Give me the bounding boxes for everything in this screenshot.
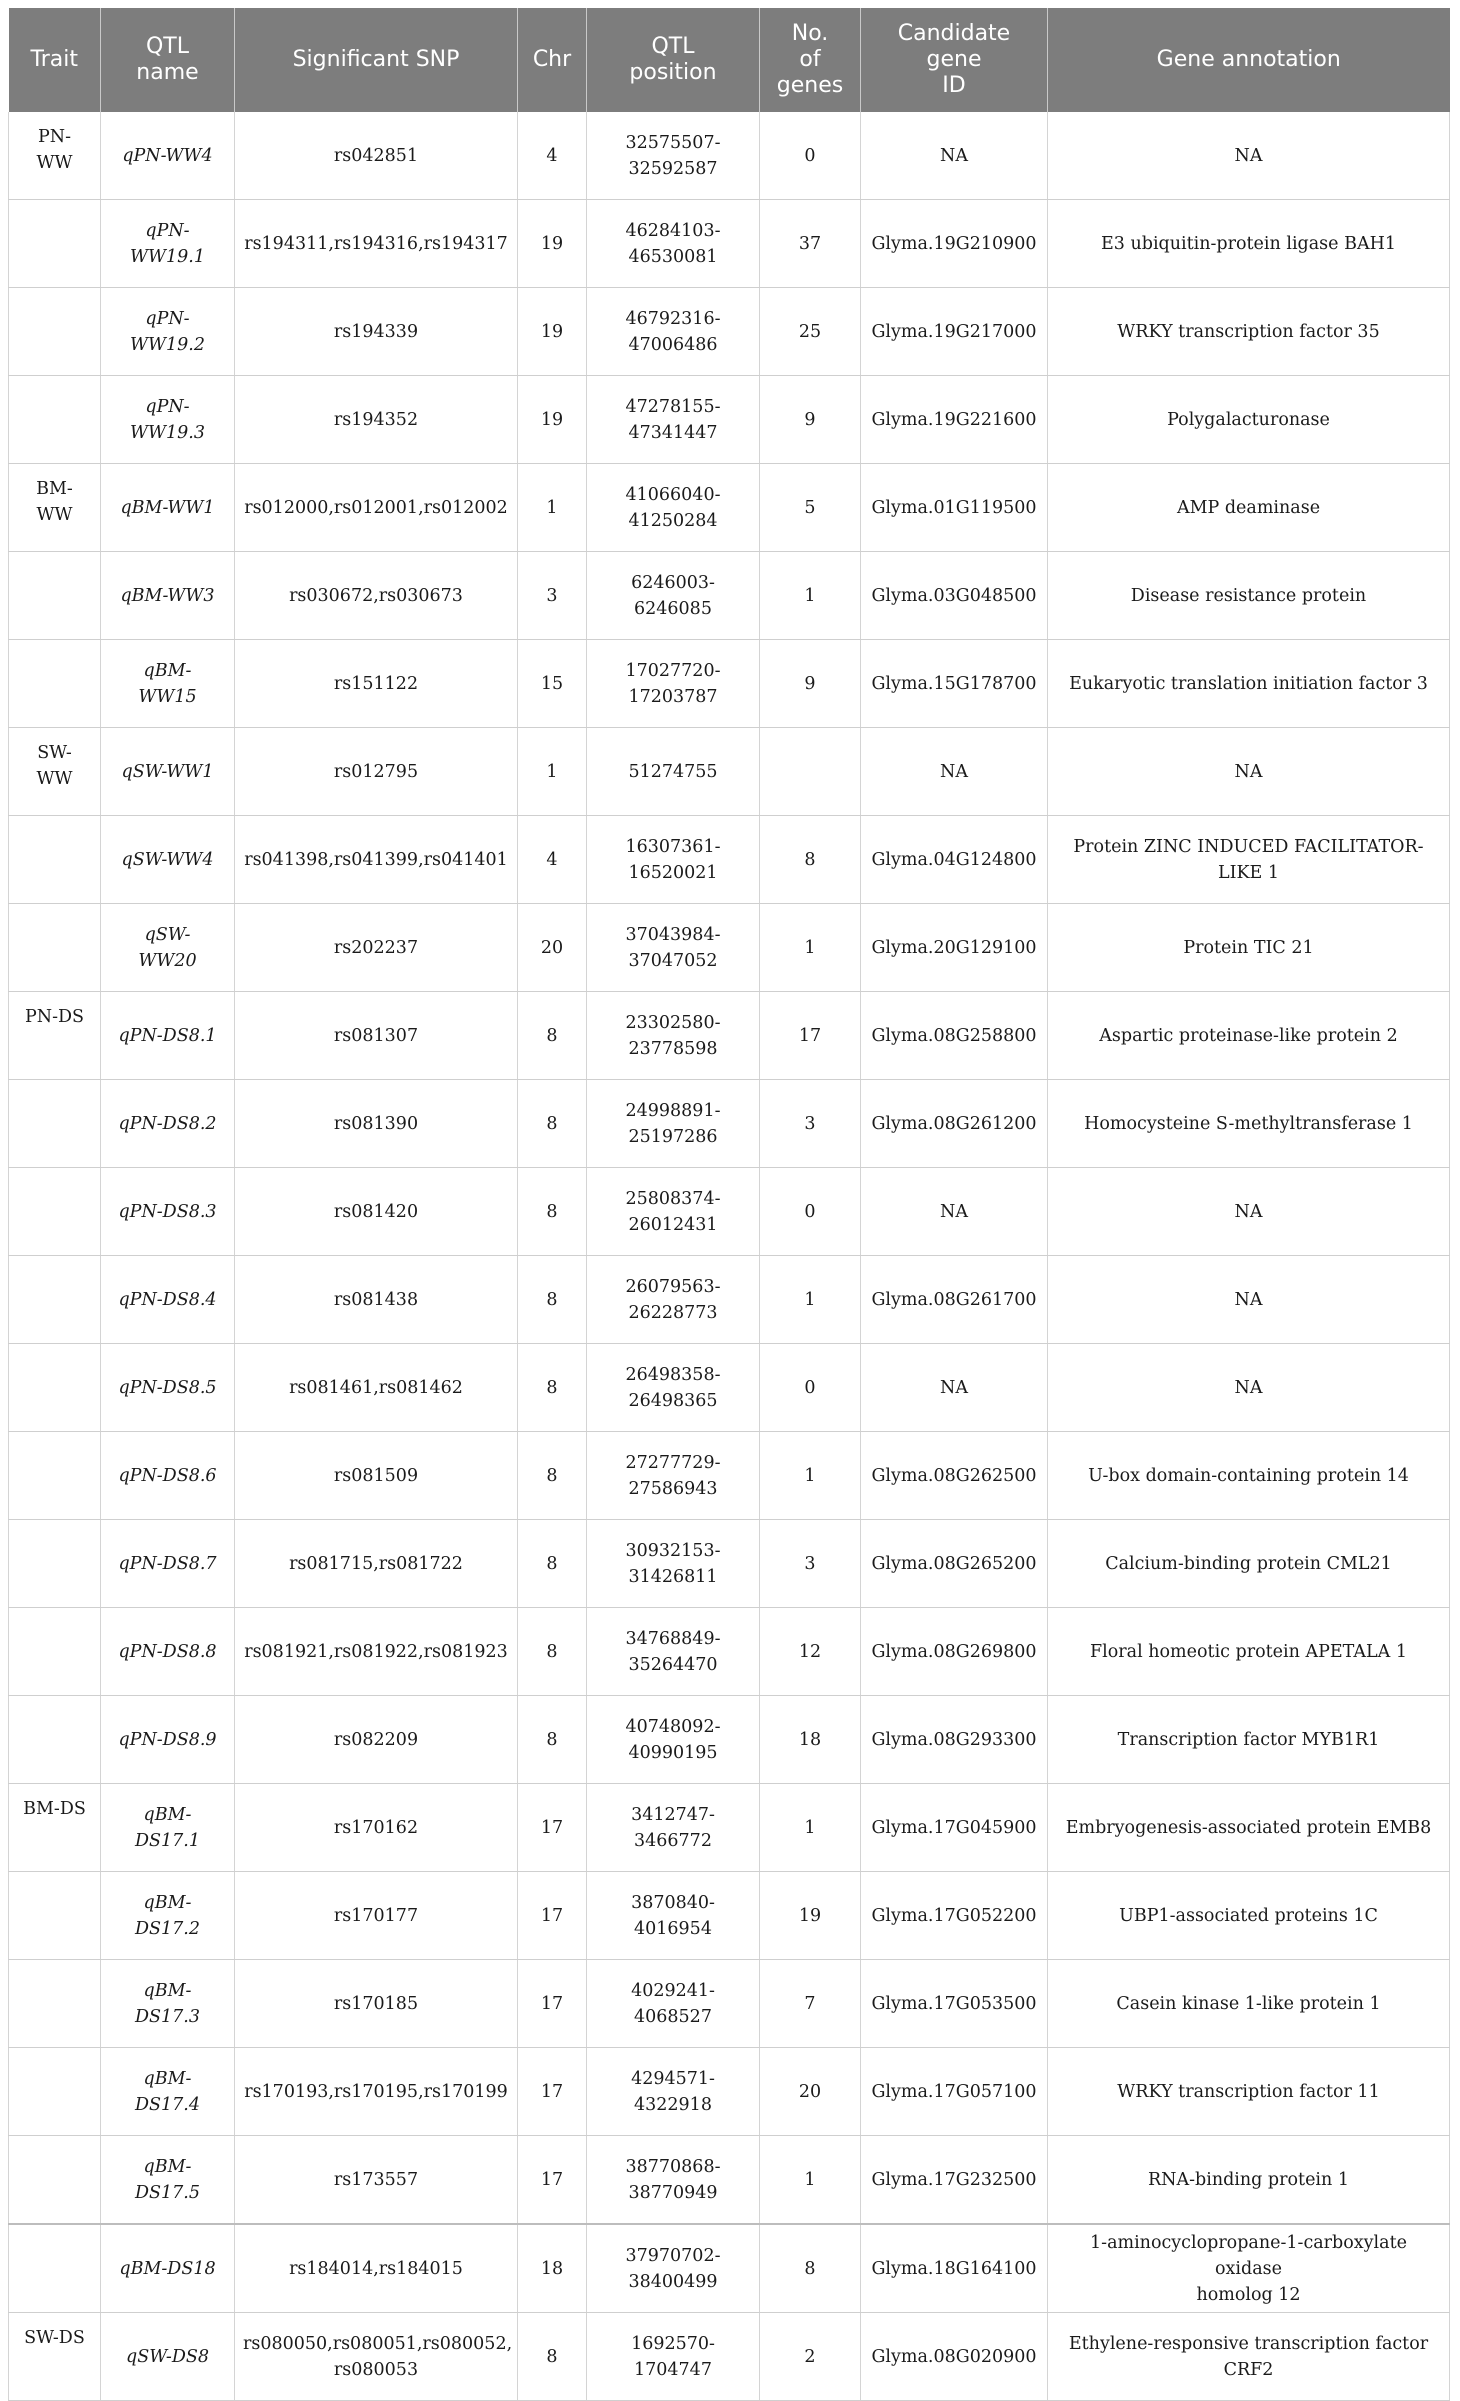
table-row — [9, 2313, 1450, 2401]
candidate-gene-id-cell: Glyma.04G124800 — [861, 816, 1048, 904]
trait-cell — [9, 376, 101, 464]
significant-snp-cell: rs173557 — [235, 2136, 518, 2225]
no-of-genes-cell: 19 — [760, 1872, 861, 1960]
qtl-name-cell: qPN-DS8.6 — [101, 1432, 235, 1520]
trait-cell — [9, 200, 101, 288]
candidate-gene-id-cell: Glyma.08G258800 — [861, 992, 1048, 1080]
table-row — [9, 1256, 1450, 1344]
chr-cell: 8 — [518, 1168, 587, 1256]
significant-snp-cell: rs194352 — [235, 376, 518, 464]
candidate-gene-id-cell: Glyma.17G052200 — [861, 1872, 1048, 1960]
table-row — [9, 552, 1450, 640]
qtl-position-cell: 25808374- 26012431 — [587, 1168, 760, 1256]
qtl-name-cell: qBM- DS17.3 — [101, 1960, 235, 2048]
gene-annotation-cell: Disease resistance protein — [1048, 552, 1450, 640]
gene-annotation-cell: Aspartic proteinase-like protein 2 — [1048, 992, 1450, 1080]
no-of-genes-cell: 37 — [760, 200, 861, 288]
header-candidate-gene-id: Candidate gene ID — [861, 8, 1048, 112]
qtl-position-cell: 4029241- 4068527 — [587, 1960, 760, 2048]
no-of-genes-cell: 1 — [760, 1432, 861, 1520]
significant-snp-cell: rs081307 — [235, 992, 518, 1080]
significant-snp-cell: rs194339 — [235, 288, 518, 376]
no-of-genes-cell: 8 — [760, 2224, 861, 2313]
trait-cell — [9, 1520, 101, 1608]
gene-annotation-cell: NA — [1048, 728, 1450, 816]
significant-snp-cell: rs081509 — [235, 1432, 518, 1520]
chr-cell: 8 — [518, 1696, 587, 1784]
table-row — [9, 640, 1450, 728]
qtl-position-cell: 38770868- 38770949 — [587, 2136, 760, 2225]
qtl-position-cell: 46284103- 46530081 — [587, 200, 760, 288]
table-row — [9, 1872, 1450, 1960]
qtl-name-cell: qSW-DS8 — [101, 2313, 235, 2401]
qtl-position-cell: 37970702- 38400499 — [587, 2224, 760, 2313]
candidate-gene-id-cell: Glyma.08G265200 — [861, 1520, 1048, 1608]
chr-cell: 1 — [518, 464, 587, 552]
qtl-name-cell: qBM-DS18 — [101, 2224, 235, 2313]
qtl-name-cell: qPN-DS8.3 — [101, 1168, 235, 1256]
no-of-genes-cell: 12 — [760, 1608, 861, 1696]
table-row — [9, 728, 1450, 816]
significant-snp-cell: rs080050,rs080051,rs080052, rs080053 — [235, 2313, 518, 2401]
no-of-genes-cell: 2 — [760, 2313, 861, 2401]
candidate-gene-id-cell: Glyma.15G178700 — [861, 640, 1048, 728]
gene-annotation-cell: NA — [1048, 1256, 1450, 1344]
qtl-position-cell: 16307361- 16520021 — [587, 816, 760, 904]
candidate-gene-id-cell: Glyma.17G057100 — [861, 2048, 1048, 2136]
gene-annotation-cell: E3 ubiquitin-protein ligase BAH1 — [1048, 200, 1450, 288]
table-row — [9, 2048, 1450, 2136]
no-of-genes-cell: 7 — [760, 1960, 861, 2048]
table-row — [9, 1168, 1450, 1256]
chr-cell: 8 — [518, 1344, 587, 1432]
candidate-gene-id-cell: Glyma.18G164100 — [861, 2224, 1048, 2313]
candidate-gene-id-cell: NA — [861, 112, 1048, 200]
qtl-position-cell: 46792316- 47006486 — [587, 288, 760, 376]
chr-cell: 17 — [518, 2136, 587, 2225]
table-row — [9, 200, 1450, 288]
candidate-gene-id-cell: Glyma.08G020900 — [861, 2313, 1048, 2401]
gene-annotation-cell: 1-aminocyclopropane-1-carboxylate oxidase homolog 12 — [1048, 2224, 1450, 2313]
significant-snp-cell: rs012000,rs012001,rs012002 — [235, 464, 518, 552]
header-gene-annotation: Gene annotation — [1048, 8, 1450, 112]
chr-cell: 8 — [518, 1080, 587, 1168]
qtl-position-cell: 17027720- 17203787 — [587, 640, 760, 728]
chr-cell: 8 — [518, 1608, 587, 1696]
significant-snp-cell: rs042851 — [235, 112, 518, 200]
header-row — [9, 8, 1450, 112]
no-of-genes-cell: 1 — [760, 904, 861, 992]
chr-cell: 4 — [518, 816, 587, 904]
chr-cell: 20 — [518, 904, 587, 992]
significant-snp-cell: rs202237 — [235, 904, 518, 992]
qtl-position-cell: 6246003- 6246085 — [587, 552, 760, 640]
candidate-gene-id-cell: Glyma.17G232500 — [861, 2136, 1048, 2225]
chr-cell: 19 — [518, 200, 587, 288]
significant-snp-cell: rs151122 — [235, 640, 518, 728]
qtl-position-cell: 47278155- 47341447 — [587, 376, 760, 464]
header-qtl-position: QTL position — [587, 8, 760, 112]
table-row — [9, 1080, 1450, 1168]
table-row — [9, 1432, 1450, 1520]
qtl-table — [8, 8, 1450, 2401]
qtl-table-container — [8, 8, 1449, 2401]
chr-cell: 8 — [518, 2313, 587, 2401]
qtl-name-cell: qBM-WW3 — [101, 552, 235, 640]
gene-annotation-cell: AMP deaminase — [1048, 464, 1450, 552]
gene-annotation-cell: Eukaryotic translation initiation factor 3 — [1048, 640, 1450, 728]
table-row — [9, 2136, 1450, 2225]
candidate-gene-id-cell: Glyma.19G221600 — [861, 376, 1048, 464]
trait-cell — [9, 1872, 101, 1960]
trait-cell — [9, 2136, 101, 2225]
qtl-name-cell: qBM-WW1 — [101, 464, 235, 552]
candidate-gene-id-cell: NA — [861, 1168, 1048, 1256]
chr-cell: 1 — [518, 728, 587, 816]
candidate-gene-id-cell: Glyma.17G053500 — [861, 1960, 1048, 2048]
candidate-gene-id-cell: Glyma.08G261200 — [861, 1080, 1048, 1168]
table-header — [9, 8, 1450, 112]
header-no-of-genes: No. of genes — [760, 8, 861, 112]
trait-cell: BM-DS — [9, 1784, 101, 1872]
qtl-name-cell: qPN-DS8.2 — [101, 1080, 235, 1168]
qtl-position-cell: 51274755 — [587, 728, 760, 816]
table-row — [9, 376, 1450, 464]
trait-cell — [9, 1168, 101, 1256]
no-of-genes-cell: 1 — [760, 552, 861, 640]
qtl-name-cell: qPN- WW19.1 — [101, 200, 235, 288]
candidate-gene-id-cell: Glyma.17G045900 — [861, 1784, 1048, 1872]
gene-annotation-cell: NA — [1048, 112, 1450, 200]
qtl-name-cell: qPN-DS8.7 — [101, 1520, 235, 1608]
table-row — [9, 1960, 1450, 2048]
table-body — [9, 112, 1450, 2401]
qtl-position-cell: 34768849- 35264470 — [587, 1608, 760, 1696]
chr-cell: 17 — [518, 1872, 587, 1960]
table-row — [9, 1608, 1450, 1696]
qtl-position-cell: 1692570- 1704747 — [587, 2313, 760, 2401]
candidate-gene-id-cell: Glyma.19G210900 — [861, 200, 1048, 288]
gene-annotation-cell: Calcium-binding protein CML21 — [1048, 1520, 1450, 1608]
header-significant-snp: Significant SNP — [235, 8, 518, 112]
chr-cell: 17 — [518, 1784, 587, 1872]
trait-cell — [9, 288, 101, 376]
chr-cell: 19 — [518, 288, 587, 376]
candidate-gene-id-cell: Glyma.08G261700 — [861, 1256, 1048, 1344]
qtl-position-cell: 23302580- 23778598 — [587, 992, 760, 1080]
no-of-genes-cell: 5 — [760, 464, 861, 552]
gene-annotation-cell: Transcription factor MYB1R1 — [1048, 1696, 1450, 1784]
candidate-gene-id-cell: NA — [861, 1344, 1048, 1432]
candidate-gene-id-cell: Glyma.08G262500 — [861, 1432, 1048, 1520]
no-of-genes-cell: 25 — [760, 288, 861, 376]
qtl-name-cell: qBM- DS17.1 — [101, 1784, 235, 1872]
chr-cell: 17 — [518, 2048, 587, 2136]
qtl-name-cell: qBM- DS17.4 — [101, 2048, 235, 2136]
candidate-gene-id-cell: Glyma.08G269800 — [861, 1608, 1048, 1696]
trait-cell — [9, 1696, 101, 1784]
significant-snp-cell: rs041398,rs041399,rs041401 — [235, 816, 518, 904]
table-row — [9, 288, 1450, 376]
significant-snp-cell: rs081438 — [235, 1256, 518, 1344]
candidate-gene-id-cell: Glyma.08G293300 — [861, 1696, 1048, 1784]
gene-annotation-cell: U-box domain-containing protein 14 — [1048, 1432, 1450, 1520]
trait-cell — [9, 2048, 101, 2136]
table-row — [9, 112, 1450, 200]
table-row — [9, 1784, 1450, 1872]
trait-cell: PN- WW — [9, 112, 101, 200]
chr-cell: 8 — [518, 1432, 587, 1520]
gene-annotation-cell: NA — [1048, 1344, 1450, 1432]
candidate-gene-id-cell: NA — [861, 728, 1048, 816]
qtl-name-cell: qSW-WW4 — [101, 816, 235, 904]
trait-cell — [9, 552, 101, 640]
qtl-name-cell: qBM- DS17.5 — [101, 2136, 235, 2225]
gene-annotation-cell: Polygalacturonase — [1048, 376, 1450, 464]
significant-snp-cell: rs081390 — [235, 1080, 518, 1168]
significant-snp-cell: rs030672,rs030673 — [235, 552, 518, 640]
gene-annotation-cell: Embryogenesis-associated protein EMB8 — [1048, 1784, 1450, 1872]
chr-cell: 19 — [518, 376, 587, 464]
chr-cell: 3 — [518, 552, 587, 640]
gene-annotation-cell: Ethylene-responsive transcription factor CRF2 — [1048, 2313, 1450, 2401]
chr-cell: 18 — [518, 2224, 587, 2313]
header-qtl-name: QTL name — [101, 8, 235, 112]
no-of-genes-cell: 20 — [760, 2048, 861, 2136]
trait-cell: SW-DS — [9, 2313, 101, 2401]
gene-annotation-cell: UBP1-associated proteins 1C — [1048, 1872, 1450, 1960]
gene-annotation-cell: Homocysteine S-methyltransferase 1 — [1048, 1080, 1450, 1168]
no-of-genes-cell: 9 — [760, 376, 861, 464]
gene-annotation-cell: Protein ZINC INDUCED FACILITATOR- LIKE 1 — [1048, 816, 1450, 904]
significant-snp-cell: rs012795 — [235, 728, 518, 816]
qtl-position-cell: 26079563- 26228773 — [587, 1256, 760, 1344]
significant-snp-cell: rs170193,rs170195,rs170199 — [235, 2048, 518, 2136]
significant-snp-cell: rs184014,rs184015 — [235, 2224, 518, 2313]
table-row — [9, 1344, 1450, 1432]
trait-cell — [9, 1608, 101, 1696]
table-row — [9, 992, 1450, 1080]
trait-cell — [9, 816, 101, 904]
trait-cell — [9, 1080, 101, 1168]
candidate-gene-id-cell: Glyma.19G217000 — [861, 288, 1048, 376]
qtl-position-cell: 27277729- 27586943 — [587, 1432, 760, 1520]
chr-cell: 15 — [518, 640, 587, 728]
trait-cell — [9, 640, 101, 728]
qtl-name-cell: qPN- WW19.2 — [101, 288, 235, 376]
header-chr: Chr — [518, 8, 587, 112]
candidate-gene-id-cell: Glyma.03G048500 — [861, 552, 1048, 640]
gene-annotation-cell: WRKY transcription factor 35 — [1048, 288, 1450, 376]
no-of-genes-cell: 1 — [760, 1256, 861, 1344]
significant-snp-cell: rs170185 — [235, 1960, 518, 2048]
trait-cell — [9, 904, 101, 992]
no-of-genes-cell: 0 — [760, 112, 861, 200]
trait-cell — [9, 1432, 101, 1520]
trait-cell: PN-DS — [9, 992, 101, 1080]
significant-snp-cell: rs081420 — [235, 1168, 518, 1256]
gene-annotation-cell: Protein TIC 21 — [1048, 904, 1450, 992]
gene-annotation-cell: RNA-binding protein 1 — [1048, 2136, 1450, 2225]
trait-cell — [9, 1256, 101, 1344]
qtl-name-cell: qPN-DS8.4 — [101, 1256, 235, 1344]
qtl-name-cell: qPN-DS8.1 — [101, 992, 235, 1080]
gene-annotation-cell: WRKY transcription factor 11 — [1048, 2048, 1450, 2136]
no-of-genes-cell: 3 — [760, 1080, 861, 1168]
chr-cell: 17 — [518, 1960, 587, 2048]
table-row — [9, 904, 1450, 992]
gene-annotation-cell: Casein kinase 1-like protein 1 — [1048, 1960, 1450, 2048]
candidate-gene-id-cell: Glyma.20G129100 — [861, 904, 1048, 992]
no-of-genes-cell: 18 — [760, 1696, 861, 1784]
qtl-position-cell: 40748092- 40990195 — [587, 1696, 760, 1784]
gene-annotation-cell: Floral homeotic protein APETALA 1 — [1048, 1608, 1450, 1696]
chr-cell: 4 — [518, 112, 587, 200]
no-of-genes-cell: 1 — [760, 1784, 861, 1872]
trait-cell: BM- WW — [9, 464, 101, 552]
qtl-position-cell: 32575507- 32592587 — [587, 112, 760, 200]
chr-cell: 8 — [518, 992, 587, 1080]
qtl-name-cell: qPN- WW19.3 — [101, 376, 235, 464]
table-row — [9, 2224, 1450, 2313]
no-of-genes-cell: 1 — [760, 2136, 861, 2225]
no-of-genes-cell: 9 — [760, 640, 861, 728]
table-row — [9, 1696, 1450, 1784]
table-row — [9, 1520, 1450, 1608]
header-trait: Trait — [9, 8, 101, 112]
qtl-name-cell: qPN-WW4 — [101, 112, 235, 200]
qtl-name-cell: qSW-WW1 — [101, 728, 235, 816]
qtl-name-cell: qPN-DS8.9 — [101, 1696, 235, 1784]
significant-snp-cell: rs081715,rs081722 — [235, 1520, 518, 1608]
table-row — [9, 464, 1450, 552]
significant-snp-cell: rs194311,rs194316,rs194317 — [235, 200, 518, 288]
qtl-position-cell: 3412747- 3466772 — [587, 1784, 760, 1872]
significant-snp-cell: rs170162 — [235, 1784, 518, 1872]
chr-cell: 8 — [518, 1520, 587, 1608]
qtl-name-cell: qBM- WW15 — [101, 640, 235, 728]
qtl-name-cell: qSW- WW20 — [101, 904, 235, 992]
no-of-genes-cell: 3 — [760, 1520, 861, 1608]
qtl-position-cell: 41066040- 41250284 — [587, 464, 760, 552]
qtl-position-cell: 4294571- 4322918 — [587, 2048, 760, 2136]
trait-cell: SW- WW — [9, 728, 101, 816]
qtl-position-cell: 3870840- 4016954 — [587, 1872, 760, 1960]
qtl-position-cell: 37043984- 37047052 — [587, 904, 760, 992]
chr-cell: 8 — [518, 1256, 587, 1344]
candidate-gene-id-cell: Glyma.01G119500 — [861, 464, 1048, 552]
no-of-genes-cell: 0 — [760, 1168, 861, 1256]
qtl-position-cell: 26498358- 26498365 — [587, 1344, 760, 1432]
qtl-position-cell: 30932153- 31426811 — [587, 1520, 760, 1608]
qtl-position-cell: 24998891- 25197286 — [587, 1080, 760, 1168]
gene-annotation-cell: NA — [1048, 1168, 1450, 1256]
no-of-genes-cell: 8 — [760, 816, 861, 904]
no-of-genes-cell: 17 — [760, 992, 861, 1080]
qtl-name-cell: qPN-DS8.8 — [101, 1608, 235, 1696]
trait-cell — [9, 1344, 101, 1432]
no-of-genes-cell — [760, 728, 861, 816]
significant-snp-cell: rs081461,rs081462 — [235, 1344, 518, 1432]
significant-snp-cell: rs170177 — [235, 1872, 518, 1960]
qtl-name-cell: qPN-DS8.5 — [101, 1344, 235, 1432]
qtl-name-cell: qBM- DS17.2 — [101, 1872, 235, 1960]
no-of-genes-cell: 0 — [760, 1344, 861, 1432]
significant-snp-cell: rs081921,rs081922,rs081923 — [235, 1608, 518, 1696]
table-row — [9, 816, 1450, 904]
trait-cell — [9, 1960, 101, 2048]
trait-cell — [9, 2224, 101, 2313]
significant-snp-cell: rs082209 — [235, 1696, 518, 1784]
